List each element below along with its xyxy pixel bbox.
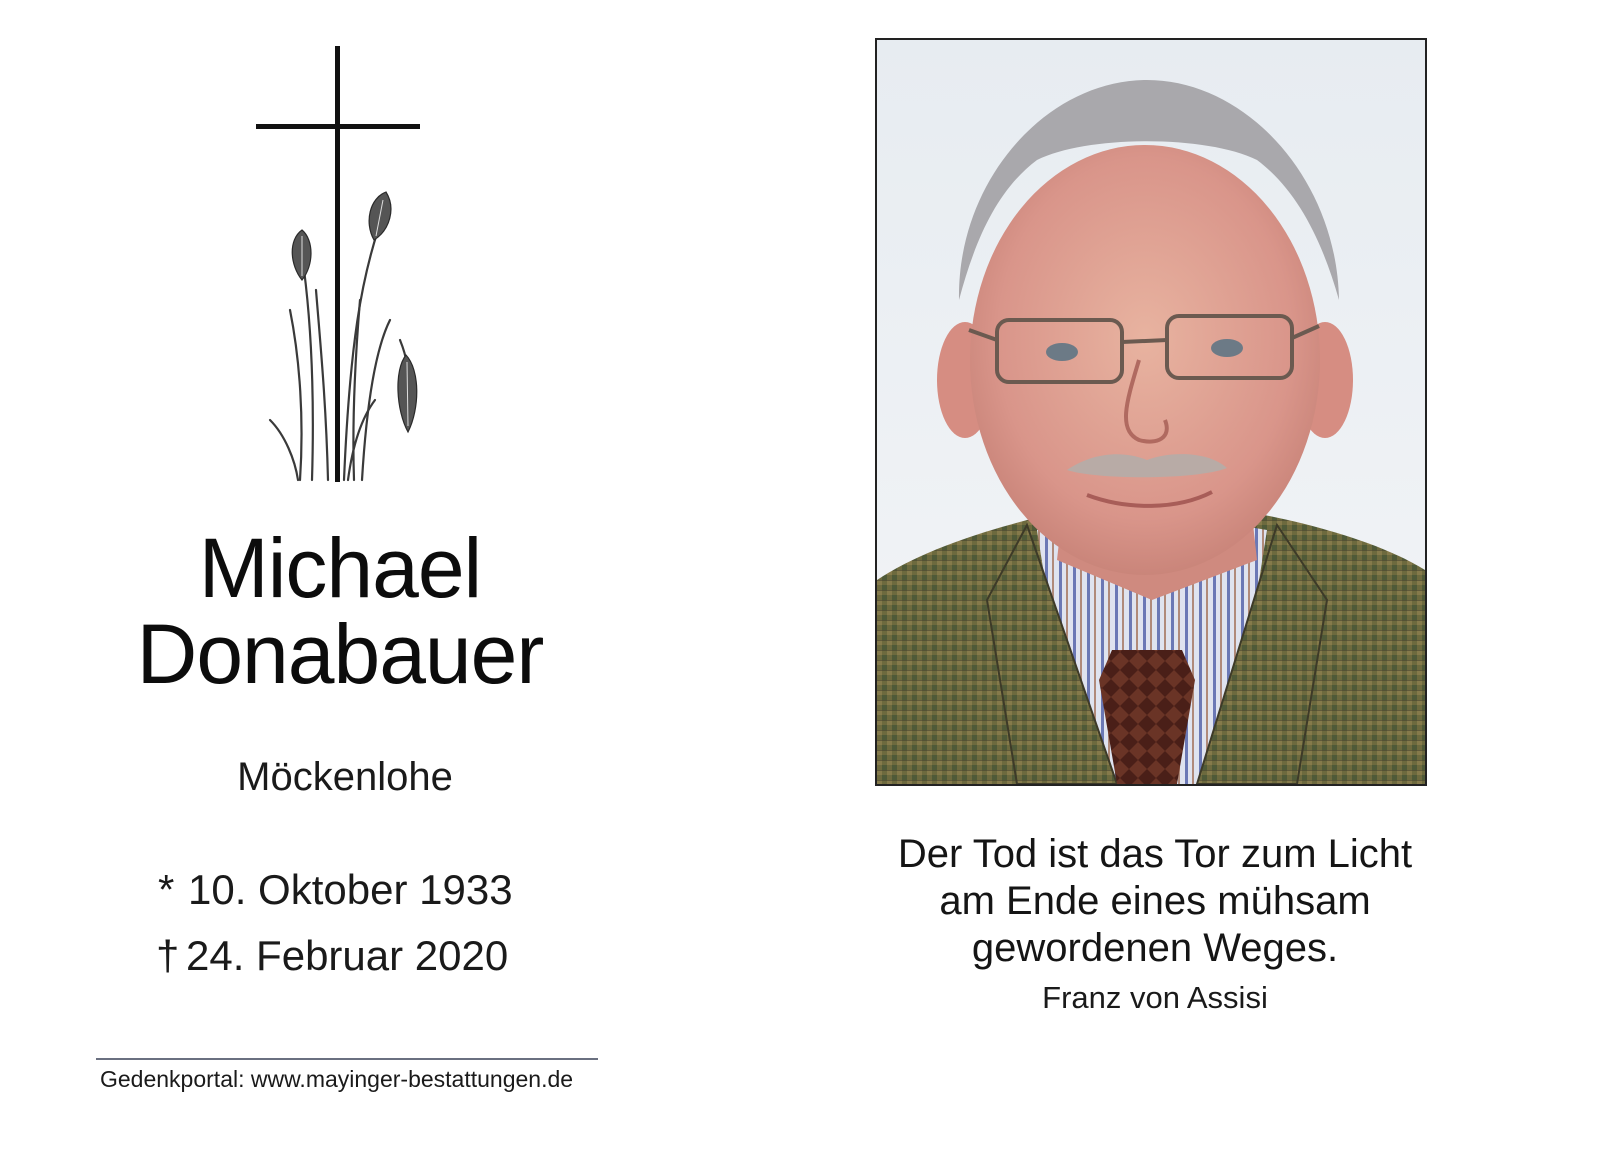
quote-line-1: Der Tod ist das Tor zum Licht xyxy=(897,832,1413,876)
death-symbol: † xyxy=(156,932,180,979)
birth-date-row xyxy=(158,866,558,914)
death-date: 24. Februar 2020 xyxy=(186,932,509,979)
quote-author: Franz von Assisi xyxy=(1042,980,1268,1015)
cross-with-wheat-icon xyxy=(240,40,440,490)
birth-symbol: * xyxy=(158,866,175,913)
birth-date: 10. Oktober 1933 xyxy=(188,866,513,913)
quote-line-2: am Ende eines mühsam xyxy=(939,879,1371,923)
place-of-residence: Möckenlohe xyxy=(237,755,453,799)
footer-divider xyxy=(96,1058,598,1060)
first-name: Michael xyxy=(198,521,482,615)
memorial-portal-link[interactable]: Gedenkportal: www.mayinger-bestattungen.de xyxy=(100,1066,574,1092)
last-name: Donabauer xyxy=(136,607,544,701)
quote-line-3: gewordenen Weges. xyxy=(971,926,1339,970)
portrait-photo xyxy=(875,38,1427,786)
death-date-row xyxy=(156,932,556,980)
